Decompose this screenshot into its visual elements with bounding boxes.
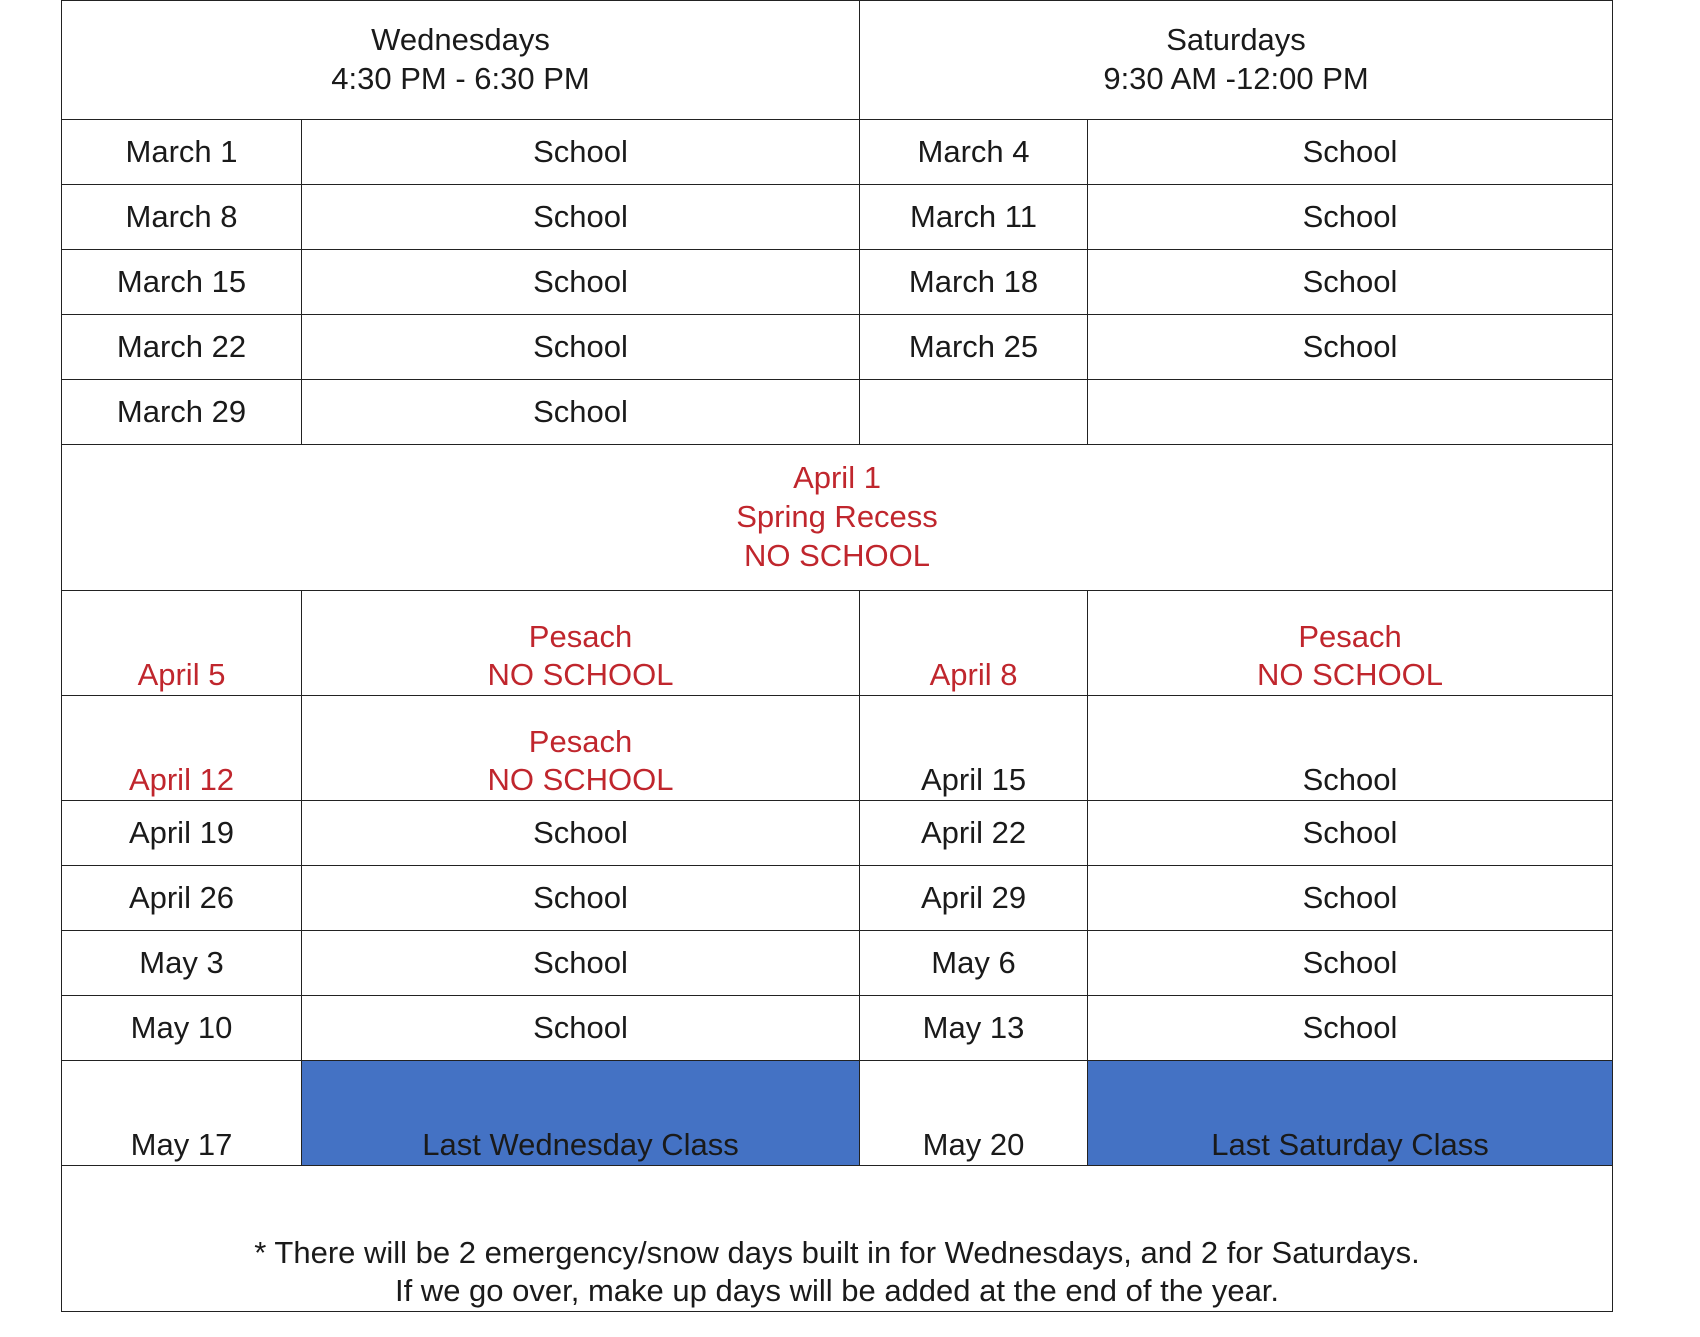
wednesday-date: April 26: [62, 866, 302, 931]
last-class-row: [62, 1061, 1613, 1166]
table-row: [62, 591, 1613, 696]
wednesday-status: [302, 696, 860, 801]
wednesday-date: March 22: [62, 315, 302, 380]
no-school-label: NO SCHOOL: [487, 762, 674, 798]
pesach-label: Pesach: [1298, 618, 1402, 654]
table-row: [62, 931, 1613, 996]
spring-recess-cell: [62, 445, 1613, 591]
saturday-time-label: 9:30 AM -12:00 PM: [1103, 61, 1369, 96]
table-row: [62, 696, 1613, 801]
saturday-header: [860, 1, 1613, 120]
header-row: [62, 1, 1613, 120]
spring-recess-row: [62, 445, 1613, 591]
footnote-line-2: If we go over, make up days will be added at the end of the year.: [394, 1273, 1280, 1309]
saturday-status: School: [1088, 996, 1613, 1061]
no-school-label: NO SCHOOL: [487, 657, 674, 693]
saturday-status: School: [1088, 185, 1613, 250]
recess-date: April 1: [793, 460, 881, 496]
last-saturday-class: Last Saturday Class: [1088, 1061, 1613, 1166]
table-row: [62, 996, 1613, 1061]
footnote-line-1: * There will be 2 emergency/snow days built in for Wednesdays, and 2 for Saturdays.: [254, 1234, 1420, 1270]
saturday-date: March 11: [860, 185, 1088, 250]
wednesday-status: School: [302, 996, 860, 1061]
wednesday-date: March 8: [62, 185, 302, 250]
wednesday-date: March 15: [62, 250, 302, 315]
saturday-status: School: [1088, 250, 1613, 315]
wednesday-time-label: 4:30 PM - 6:30 PM: [331, 61, 590, 96]
pesach-label: Pesach: [528, 723, 633, 759]
saturday-date: May 20: [860, 1061, 1088, 1166]
wednesday-date: May 3: [62, 931, 302, 996]
footnote-row: [62, 1166, 1613, 1312]
saturday-status: [1088, 591, 1613, 696]
saturday-date: March 25: [860, 315, 1088, 380]
pesach-label: Pesach: [528, 618, 633, 654]
recess-no-school: NO SCHOOL: [743, 537, 931, 573]
saturday-status: School: [1088, 866, 1613, 931]
wednesday-status: School: [302, 185, 860, 250]
saturday-status: School: [1088, 931, 1613, 996]
recess-title: Spring Recess: [736, 499, 938, 535]
saturday-status: School: [1088, 696, 1613, 801]
saturday-status: School: [1088, 315, 1613, 380]
wednesday-date: May 17: [62, 1061, 302, 1166]
saturday-date: May 6: [860, 931, 1088, 996]
saturday-day-label: Saturdays: [1166, 22, 1306, 58]
saturday-status: [1088, 380, 1613, 445]
saturday-date: April 8: [860, 591, 1088, 696]
wednesday-date: April 12: [62, 696, 302, 801]
saturday-date: April 29: [860, 866, 1088, 931]
table-row: [62, 250, 1613, 315]
saturday-date: May 13: [860, 996, 1088, 1061]
wednesday-status: School: [302, 315, 860, 380]
saturday-date: [860, 380, 1088, 445]
saturday-date: March 4: [860, 120, 1088, 185]
wednesday-date: April 19: [62, 801, 302, 866]
last-wednesday-class: Last Wednesday Class: [302, 1061, 860, 1166]
saturday-status: School: [1088, 120, 1613, 185]
table-row: [62, 866, 1613, 931]
saturday-date: April 22: [860, 801, 1088, 866]
wednesday-date: April 5: [62, 591, 302, 696]
table-row: [62, 185, 1613, 250]
wednesday-date: March 1: [62, 120, 302, 185]
wednesday-status: School: [302, 380, 860, 445]
saturday-date: April 15: [860, 696, 1088, 801]
schedule-table: [61, 0, 1613, 1312]
saturday-status: School: [1088, 801, 1613, 866]
wednesday-status: [302, 591, 860, 696]
wednesday-header: [62, 1, 860, 120]
wednesday-status: School: [302, 120, 860, 185]
wednesday-day-label: Wednesdays: [371, 22, 550, 58]
no-school-label: NO SCHOOL: [1257, 657, 1444, 693]
wednesday-status: School: [302, 931, 860, 996]
wednesday-status: School: [302, 801, 860, 866]
wednesday-status: School: [302, 866, 860, 931]
table-row: [62, 315, 1613, 380]
saturday-date: March 18: [860, 250, 1088, 315]
table-row: [62, 120, 1613, 185]
wednesday-status: School: [302, 250, 860, 315]
table-row: [62, 380, 1613, 445]
footnote-cell: [62, 1166, 1613, 1312]
wednesday-date: March 29: [62, 380, 302, 445]
table-row: [62, 801, 1613, 866]
wednesday-date: May 10: [62, 996, 302, 1061]
